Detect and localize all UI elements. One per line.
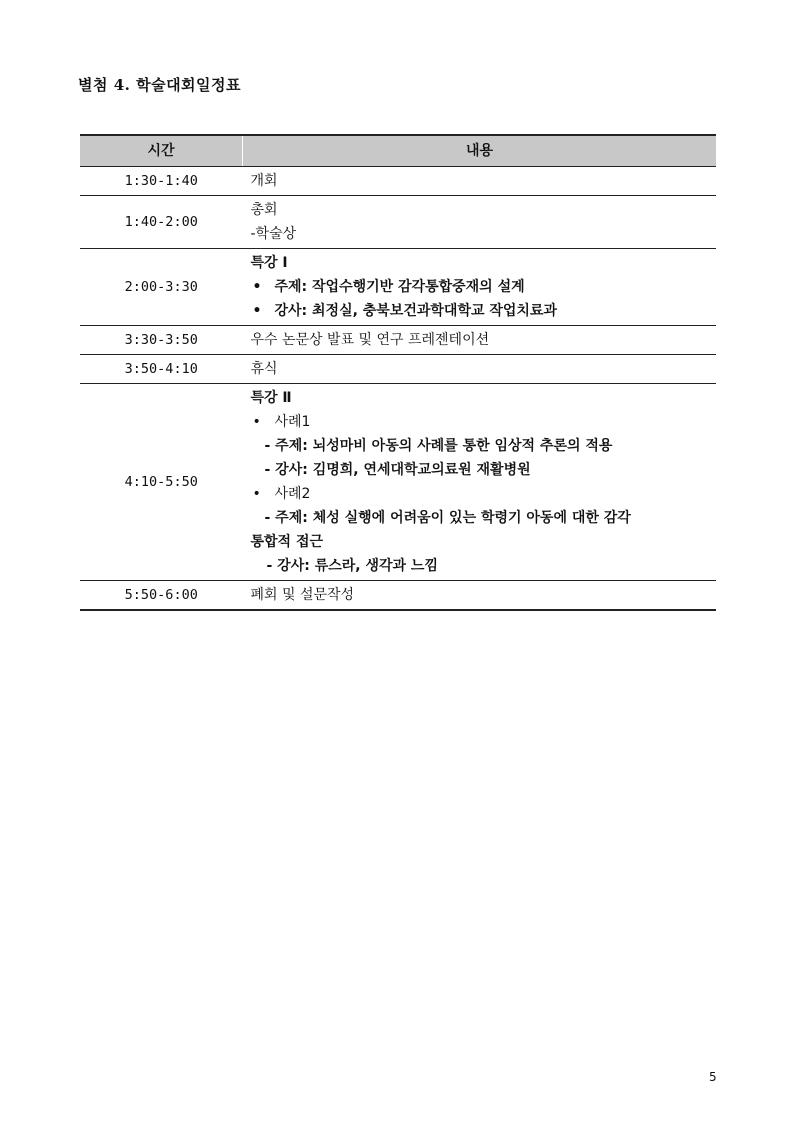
content-line: 폐회 및 설문작성	[250, 587, 355, 603]
row-content	[243, 355, 717, 384]
case-label-text: 사례2	[274, 486, 311, 502]
row-time: 1:30-1:40	[80, 167, 243, 196]
case-topic: - 주제: 뇌성마비 아동의 사례를 통한 임상적 추론의 적용	[264, 438, 613, 454]
table-row	[80, 167, 716, 196]
row-content	[243, 384, 717, 581]
bullet-icon: •	[252, 414, 261, 430]
lecture-topic	[251, 275, 717, 299]
table-row	[80, 384, 716, 581]
row-content	[243, 249, 717, 326]
case-label	[251, 482, 717, 506]
table-row	[80, 581, 716, 611]
row-time: 1:40-2:00	[80, 196, 243, 249]
schedule-table	[80, 134, 716, 611]
header-content: 내용	[243, 135, 717, 167]
table-row	[80, 196, 716, 249]
case-label	[251, 410, 717, 434]
case-speaker: - 강사: 김명희, 연세대학교의료원 재활병원	[264, 462, 531, 478]
bullet-icon: •	[252, 486, 261, 502]
bullet-icon: •	[252, 279, 262, 295]
speaker-text: 강사: 최정실, 충북보건과학대학교 작업치료과	[274, 303, 557, 319]
row-content	[243, 581, 717, 611]
lecture-heading: 특강 Ⅰ	[250, 255, 288, 271]
lecture-heading: 특강 Ⅱ	[250, 390, 292, 406]
case-speaker: - 강사: 류스라, 생각과 느낌	[266, 558, 438, 574]
page-number: 5	[709, 1070, 717, 1084]
table-row	[80, 326, 716, 355]
content-line: 우수 논문상 발표 및 연구 프레젠테이션	[250, 332, 490, 348]
content-line: 휴식	[250, 361, 278, 377]
case-label-text: 사례1	[274, 414, 311, 430]
row-content	[243, 196, 717, 249]
row-time: 3:30-3:50	[80, 326, 243, 355]
row-time: 4:10-5:50	[80, 384, 243, 581]
case-topic: - 주제: 체성 실행에 어려움이 있는 학령기 아동에 대한 감각	[264, 510, 631, 526]
table-row	[80, 355, 716, 384]
lecture-speaker	[251, 299, 717, 323]
bullet-icon: •	[252, 303, 262, 319]
document-title: 별첨 4. 학술대회일정표	[78, 76, 242, 94]
header-time: 시간	[80, 135, 243, 167]
row-time: 5:50-6:00	[80, 581, 243, 611]
content-line: 총회	[250, 202, 278, 218]
topic-text: 주제: 작업수행기반 감각통합중재의 설계	[274, 279, 525, 295]
table-header-row	[80, 135, 716, 167]
row-content	[243, 326, 717, 355]
row-time: 2:00-3:30	[80, 249, 243, 326]
case-topic-continued: 통합적 접근	[250, 534, 323, 550]
content-line: 개회	[250, 173, 278, 189]
row-content	[243, 167, 717, 196]
row-time: 3:50-4:10	[80, 355, 243, 384]
content-line: -학술상	[250, 226, 297, 242]
table-row	[80, 249, 716, 326]
